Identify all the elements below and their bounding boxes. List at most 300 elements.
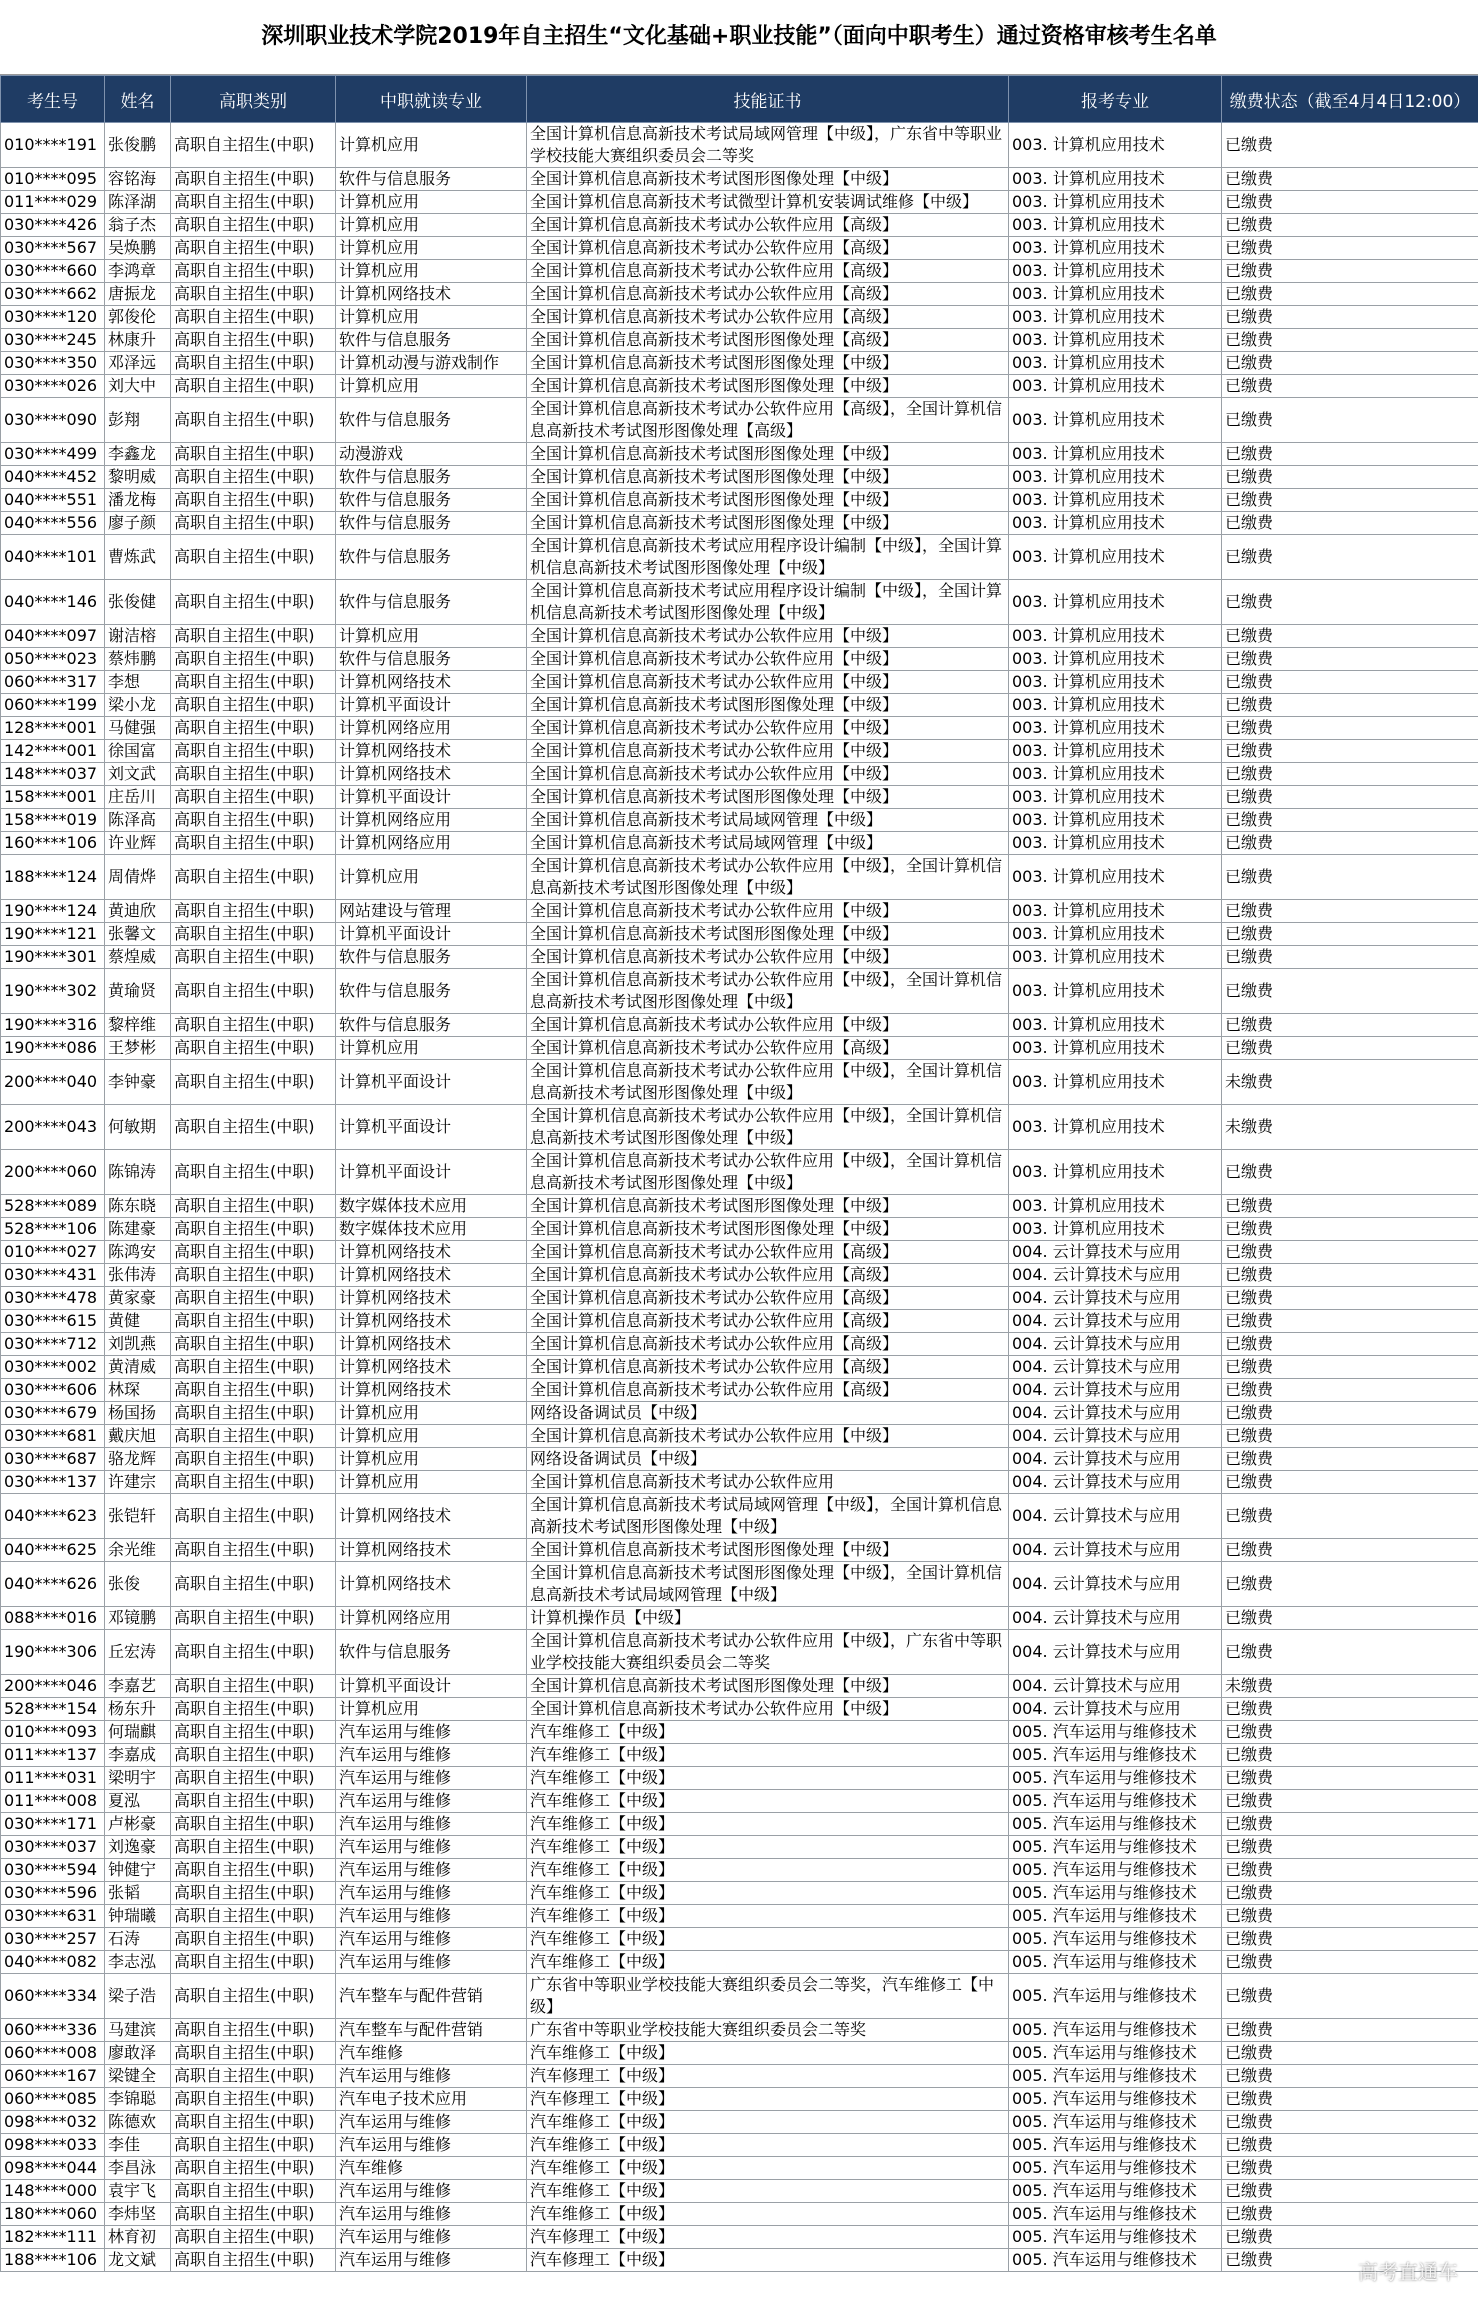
secondary-major-cell: 汽车整车与配件营销 bbox=[336, 2019, 527, 2042]
payment-status-cell: 已缴费 bbox=[1222, 2088, 1478, 2111]
exam-id-cell: 030****245 bbox=[1, 329, 105, 352]
name-cell: 张韬 bbox=[105, 1882, 171, 1905]
applied-major-cell: 005. 汽车运用与维修技术 bbox=[1009, 1813, 1222, 1836]
table-row bbox=[1, 1448, 1478, 1471]
exam-id-cell: 128****001 bbox=[1, 717, 105, 740]
exam-id-cell: 190****306 bbox=[1, 1630, 105, 1675]
table-row bbox=[1, 2203, 1478, 2226]
payment-status-cell: 已缴费 bbox=[1222, 625, 1478, 648]
exam-id-cell: 098****044 bbox=[1, 2157, 105, 2180]
applied-major-cell: 005. 汽车运用与维修技术 bbox=[1009, 2226, 1222, 2249]
exam-id-cell: 011****031 bbox=[1, 1767, 105, 1790]
category-cell: 高职自主招生(中职) bbox=[171, 671, 336, 694]
applied-major-cell: 003. 计算机应用技术 bbox=[1009, 832, 1222, 855]
secondary-major-cell: 汽车电子技术应用 bbox=[336, 2088, 527, 2111]
secondary-major-cell: 软件与信息服务 bbox=[336, 946, 527, 969]
certificate-cell: 汽车维修工【中级】 bbox=[527, 1790, 1009, 1813]
applied-major-cell: 005. 汽车运用与维修技术 bbox=[1009, 2134, 1222, 2157]
payment-status-cell: 已缴费 bbox=[1222, 1264, 1478, 1287]
secondary-major-cell: 计算机应用 bbox=[336, 1448, 527, 1471]
payment-status-cell: 未缴费 bbox=[1222, 1060, 1478, 1105]
category-cell: 高职自主招生(中职) bbox=[171, 900, 336, 923]
applied-major-cell: 004. 云计算技术与应用 bbox=[1009, 1425, 1222, 1448]
applied-major-cell: 005. 汽车运用与维修技术 bbox=[1009, 1790, 1222, 1813]
payment-status-cell: 已缴费 bbox=[1222, 2203, 1478, 2226]
secondary-major-cell: 汽车运用与维修 bbox=[336, 2249, 527, 2272]
exam-id-cell: 190****086 bbox=[1, 1037, 105, 1060]
category-cell: 高职自主招生(中职) bbox=[171, 512, 336, 535]
category-cell: 高职自主招生(中职) bbox=[171, 168, 336, 191]
secondary-major-cell: 汽车维修 bbox=[336, 2157, 527, 2180]
payment-status-cell: 已缴费 bbox=[1222, 489, 1478, 512]
payment-status-cell: 已缴费 bbox=[1222, 832, 1478, 855]
payment-status-cell: 已缴费 bbox=[1222, 855, 1478, 900]
name-cell: 郭俊伦 bbox=[105, 306, 171, 329]
category-cell: 高职自主招生(中职) bbox=[171, 1882, 336, 1905]
certificate-cell: 全国计算机信息高新技术考试办公软件应用【中级】 bbox=[527, 900, 1009, 923]
column-header-exam-id: 考生号 bbox=[1, 76, 105, 123]
candidate-table bbox=[0, 75, 1478, 2272]
certificate-cell: 网络设备调试员【中级】 bbox=[527, 1402, 1009, 1425]
payment-status-cell: 已缴费 bbox=[1222, 763, 1478, 786]
name-cell: 骆龙辉 bbox=[105, 1448, 171, 1471]
secondary-major-cell: 计算机网络技术 bbox=[336, 1287, 527, 1310]
category-cell: 高职自主招生(中职) bbox=[171, 625, 336, 648]
applied-major-cell: 004. 云计算技术与应用 bbox=[1009, 1287, 1222, 1310]
certificate-cell: 全国计算机信息高新技术考试办公软件应用【中级】，广东省中等职业学校技能大赛组织委员会二等奖 bbox=[527, 1630, 1009, 1675]
payment-status-cell: 已缴费 bbox=[1222, 1356, 1478, 1379]
applied-major-cell: 003. 计算机应用技术 bbox=[1009, 580, 1222, 625]
category-cell: 高职自主招生(中职) bbox=[171, 2249, 336, 2272]
secondary-major-cell: 计算机平面设计 bbox=[336, 1150, 527, 1195]
category-cell: 高职自主招生(中职) bbox=[171, 306, 336, 329]
table-row bbox=[1, 900, 1478, 923]
category-cell: 高职自主招生(中职) bbox=[171, 1195, 336, 1218]
name-cell: 钟瑞曦 bbox=[105, 1905, 171, 1928]
category-cell: 高职自主招生(中职) bbox=[171, 1037, 336, 1060]
certificate-cell: 汽车修理工【中级】 bbox=[527, 2226, 1009, 2249]
category-cell: 高职自主招生(中职) bbox=[171, 1836, 336, 1859]
category-cell: 高职自主招生(中职) bbox=[171, 466, 336, 489]
exam-id-cell: 030****606 bbox=[1, 1379, 105, 1402]
table-row bbox=[1, 2249, 1478, 2272]
secondary-major-cell: 软件与信息服务 bbox=[336, 969, 527, 1014]
exam-id-cell: 158****019 bbox=[1, 809, 105, 832]
secondary-major-cell: 汽车运用与维修 bbox=[336, 2180, 527, 2203]
name-cell: 余光维 bbox=[105, 1539, 171, 1562]
secondary-major-cell: 计算机平面设计 bbox=[336, 786, 527, 809]
exam-id-cell: 030****002 bbox=[1, 1356, 105, 1379]
applied-major-cell: 004. 云计算技术与应用 bbox=[1009, 1448, 1222, 1471]
table-row bbox=[1, 191, 1478, 214]
table-row bbox=[1, 2042, 1478, 2065]
secondary-major-cell: 计算机平面设计 bbox=[336, 923, 527, 946]
exam-id-cell: 030****431 bbox=[1, 1264, 105, 1287]
table-row bbox=[1, 717, 1478, 740]
name-cell: 王梦彬 bbox=[105, 1037, 171, 1060]
certificate-cell: 全国计算机信息高新技术考试办公软件应用【高级】 bbox=[527, 1241, 1009, 1264]
table-row bbox=[1, 1630, 1478, 1675]
secondary-major-cell: 计算机应用 bbox=[336, 306, 527, 329]
table-row bbox=[1, 1060, 1478, 1105]
name-cell: 李鸿章 bbox=[105, 260, 171, 283]
applied-major-cell: 005. 汽车运用与维修技术 bbox=[1009, 2180, 1222, 2203]
name-cell: 廖子颜 bbox=[105, 512, 171, 535]
certificate-cell: 全国计算机信息高新技术考试办公软件应用【高级】 bbox=[527, 1264, 1009, 1287]
table-row bbox=[1, 1195, 1478, 1218]
table-row bbox=[1, 1287, 1478, 1310]
category-cell: 高职自主招生(中职) bbox=[171, 1494, 336, 1539]
table-row bbox=[1, 260, 1478, 283]
name-cell: 刘文武 bbox=[105, 763, 171, 786]
certificate-cell: 汽车修理工【中级】 bbox=[527, 2065, 1009, 2088]
name-cell: 李想 bbox=[105, 671, 171, 694]
category-cell: 高职自主招生(中职) bbox=[171, 1425, 336, 1448]
exam-id-cell: 030****426 bbox=[1, 214, 105, 237]
table-row bbox=[1, 2019, 1478, 2042]
certificate-cell: 汽车维修工【中级】 bbox=[527, 2180, 1009, 2203]
name-cell: 黄瑜贤 bbox=[105, 969, 171, 1014]
payment-status-cell: 已缴费 bbox=[1222, 809, 1478, 832]
name-cell: 陈东晓 bbox=[105, 1195, 171, 1218]
certificate-cell: 广东省中等职业学校技能大赛组织委员会二等奖 bbox=[527, 2019, 1009, 2042]
category-cell: 高职自主招生(中职) bbox=[171, 1264, 336, 1287]
secondary-major-cell: 计算机应用 bbox=[336, 191, 527, 214]
exam-id-cell: 030****662 bbox=[1, 283, 105, 306]
applied-major-cell: 004. 云计算技术与应用 bbox=[1009, 1241, 1222, 1264]
exam-id-cell: 088****016 bbox=[1, 1607, 105, 1630]
applied-major-cell: 003. 计算机应用技术 bbox=[1009, 398, 1222, 443]
certificate-cell: 全国计算机信息高新技术考试图形图像处理【中级】 bbox=[527, 786, 1009, 809]
table-row bbox=[1, 1333, 1478, 1356]
applied-major-cell: 004. 云计算技术与应用 bbox=[1009, 1333, 1222, 1356]
name-cell: 陈鸿安 bbox=[105, 1241, 171, 1264]
secondary-major-cell: 软件与信息服务 bbox=[336, 398, 527, 443]
certificate-cell: 汽车修理工【中级】 bbox=[527, 2088, 1009, 2111]
column-header-name: 姓名 bbox=[105, 76, 171, 123]
name-cell: 许建宗 bbox=[105, 1471, 171, 1494]
table-row bbox=[1, 168, 1478, 191]
category-cell: 高职自主招生(中职) bbox=[171, 1951, 336, 1974]
payment-status-cell: 已缴费 bbox=[1222, 1813, 1478, 1836]
applied-major-cell: 005. 汽车运用与维修技术 bbox=[1009, 1859, 1222, 1882]
name-cell: 容铭海 bbox=[105, 168, 171, 191]
secondary-major-cell: 软件与信息服务 bbox=[336, 535, 527, 580]
secondary-major-cell: 汽车运用与维修 bbox=[336, 1836, 527, 1859]
table-row bbox=[1, 283, 1478, 306]
secondary-major-cell: 计算机网络技术 bbox=[336, 1333, 527, 1356]
table-row bbox=[1, 375, 1478, 398]
column-header-certificate: 技能证书 bbox=[527, 76, 1009, 123]
table-row bbox=[1, 2180, 1478, 2203]
name-cell: 林育初 bbox=[105, 2226, 171, 2249]
table-row bbox=[1, 1356, 1478, 1379]
table-row bbox=[1, 306, 1478, 329]
secondary-major-cell: 软件与信息服务 bbox=[336, 168, 527, 191]
applied-major-cell: 003. 计算机应用技术 bbox=[1009, 489, 1222, 512]
secondary-major-cell: 汽车运用与维修 bbox=[336, 1767, 527, 1790]
payment-status-cell: 已缴费 bbox=[1222, 1379, 1478, 1402]
name-cell: 李锦聪 bbox=[105, 2088, 171, 2111]
exam-id-cell: 040****626 bbox=[1, 1562, 105, 1607]
applied-major-cell: 003. 计算机应用技术 bbox=[1009, 214, 1222, 237]
certificate-cell: 全国计算机信息高新技术考试应用程序设计编制【中级】，全国计算机信息高新技术考试图形图像处理【中级】 bbox=[527, 580, 1009, 625]
table-row bbox=[1, 2111, 1478, 2134]
name-cell: 谢洁榕 bbox=[105, 625, 171, 648]
secondary-major-cell: 计算机应用 bbox=[336, 214, 527, 237]
name-cell: 林琛 bbox=[105, 1379, 171, 1402]
payment-status-cell: 已缴费 bbox=[1222, 1195, 1478, 1218]
applied-major-cell: 003. 计算机应用技术 bbox=[1009, 375, 1222, 398]
applied-major-cell: 004. 云计算技术与应用 bbox=[1009, 1264, 1222, 1287]
certificate-cell: 汽车维修工【中级】 bbox=[527, 2157, 1009, 2180]
payment-status-cell: 已缴费 bbox=[1222, 1721, 1478, 1744]
payment-status-cell: 已缴费 bbox=[1222, 1218, 1478, 1241]
payment-status-cell: 已缴费 bbox=[1222, 1333, 1478, 1356]
secondary-major-cell: 汽车运用与维修 bbox=[336, 1905, 527, 1928]
payment-status-cell: 已缴费 bbox=[1222, 466, 1478, 489]
applied-major-cell: 004. 云计算技术与应用 bbox=[1009, 1379, 1222, 1402]
table-row bbox=[1, 1310, 1478, 1333]
table-row bbox=[1, 1767, 1478, 1790]
certificate-cell: 汽车维修工【中级】 bbox=[527, 1836, 1009, 1859]
secondary-major-cell: 计算机应用 bbox=[336, 1402, 527, 1425]
name-cell: 廖敢泽 bbox=[105, 2042, 171, 2065]
table-row bbox=[1, 1675, 1478, 1698]
name-cell: 李昌泳 bbox=[105, 2157, 171, 2180]
secondary-major-cell: 计算机网络应用 bbox=[336, 717, 527, 740]
payment-status-cell: 已缴费 bbox=[1222, 1836, 1478, 1859]
name-cell: 梁小龙 bbox=[105, 694, 171, 717]
category-cell: 高职自主招生(中职) bbox=[171, 1974, 336, 2019]
applied-major-cell: 005. 汽车运用与维修技术 bbox=[1009, 1951, 1222, 1974]
payment-status-cell: 已缴费 bbox=[1222, 1767, 1478, 1790]
table-row bbox=[1, 625, 1478, 648]
table-row bbox=[1, 763, 1478, 786]
certificate-cell: 全国计算机信息高新技术考试办公软件应用【中级】 bbox=[527, 1014, 1009, 1037]
secondary-major-cell: 软件与信息服务 bbox=[336, 580, 527, 625]
secondary-major-cell: 软件与信息服务 bbox=[336, 329, 527, 352]
certificate-cell: 全国计算机信息高新技术考试办公软件应用【中级】 bbox=[527, 946, 1009, 969]
table-row bbox=[1, 923, 1478, 946]
name-cell: 马建滨 bbox=[105, 2019, 171, 2042]
secondary-major-cell: 计算机应用 bbox=[336, 1037, 527, 1060]
category-cell: 高职自主招生(中职) bbox=[171, 1813, 336, 1836]
certificate-cell: 全国计算机信息高新技术考试图形图像处理【中级】 bbox=[527, 489, 1009, 512]
exam-id-cell: 030****037 bbox=[1, 1836, 105, 1859]
category-cell: 高职自主招生(中职) bbox=[171, 809, 336, 832]
secondary-major-cell: 计算机网络技术 bbox=[336, 1379, 527, 1402]
certificate-cell: 汽车维修工【中级】 bbox=[527, 1767, 1009, 1790]
table-row bbox=[1, 809, 1478, 832]
name-cell: 黄家豪 bbox=[105, 1287, 171, 1310]
applied-major-cell: 003. 计算机应用技术 bbox=[1009, 1195, 1222, 1218]
payment-status-cell: 未缴费 bbox=[1222, 1105, 1478, 1150]
exam-id-cell: 060****167 bbox=[1, 2065, 105, 2088]
certificate-cell: 广东省中等职业学校技能大赛组织委员会二等奖，汽车维修工【中级】 bbox=[527, 1974, 1009, 2019]
category-cell: 高职自主招生(中职) bbox=[171, 1356, 336, 1379]
payment-status-cell: 已缴费 bbox=[1222, 1951, 1478, 1974]
table-row bbox=[1, 237, 1478, 260]
certificate-cell: 全国计算机信息高新技术考试办公软件应用【中级】 bbox=[527, 648, 1009, 671]
secondary-major-cell: 计算机网络技术 bbox=[336, 740, 527, 763]
payment-status-cell: 已缴费 bbox=[1222, 2226, 1478, 2249]
applied-major-cell: 003. 计算机应用技术 bbox=[1009, 671, 1222, 694]
secondary-major-cell: 计算机网络应用 bbox=[336, 1607, 527, 1630]
certificate-cell: 全国计算机信息高新技术考试图形图像处理【高级】 bbox=[527, 329, 1009, 352]
certificate-cell: 全国计算机信息高新技术考试图形图像处理【中级】 bbox=[527, 375, 1009, 398]
table-row bbox=[1, 398, 1478, 443]
secondary-major-cell: 动漫游戏 bbox=[336, 443, 527, 466]
exam-id-cell: 060****336 bbox=[1, 2019, 105, 2042]
certificate-cell: 全国计算机信息高新技术考试图形图像处理【中级】 bbox=[527, 1539, 1009, 1562]
certificate-cell: 全国计算机信息高新技术考试办公软件应用【中级】 bbox=[527, 1698, 1009, 1721]
applied-major-cell: 003. 计算机应用技术 bbox=[1009, 443, 1222, 466]
applied-major-cell: 003. 计算机应用技术 bbox=[1009, 237, 1222, 260]
table-row bbox=[1, 1859, 1478, 1882]
certificate-cell: 全国计算机信息高新技术考试办公软件应用【高级】 bbox=[527, 1379, 1009, 1402]
applied-major-cell: 003. 计算机应用技术 bbox=[1009, 809, 1222, 832]
payment-status-cell: 已缴费 bbox=[1222, 717, 1478, 740]
name-cell: 杨国扬 bbox=[105, 1402, 171, 1425]
exam-id-cell: 180****060 bbox=[1, 2203, 105, 2226]
table-row bbox=[1, 1264, 1478, 1287]
secondary-major-cell: 汽车运用与维修 bbox=[336, 2203, 527, 2226]
secondary-major-cell: 软件与信息服务 bbox=[336, 489, 527, 512]
name-cell: 李嘉艺 bbox=[105, 1675, 171, 1698]
applied-major-cell: 005. 汽车运用与维修技术 bbox=[1009, 2203, 1222, 2226]
applied-major-cell: 005. 汽车运用与维修技术 bbox=[1009, 1974, 1222, 2019]
payment-status-cell: 未缴费 bbox=[1222, 1675, 1478, 1698]
payment-status-cell: 已缴费 bbox=[1222, 375, 1478, 398]
exam-id-cell: 200****046 bbox=[1, 1675, 105, 1698]
table-row bbox=[1, 855, 1478, 900]
category-cell: 高职自主招生(中职) bbox=[171, 1218, 336, 1241]
category-cell: 高职自主招生(中职) bbox=[171, 123, 336, 168]
exam-id-cell: 060****317 bbox=[1, 671, 105, 694]
table-row bbox=[1, 352, 1478, 375]
secondary-major-cell: 汽车运用与维修 bbox=[336, 1859, 527, 1882]
category-cell: 高职自主招生(中职) bbox=[171, 1105, 336, 1150]
applied-major-cell: 003. 计算机应用技术 bbox=[1009, 466, 1222, 489]
table-row bbox=[1, 1494, 1478, 1539]
name-cell: 陈锦涛 bbox=[105, 1150, 171, 1195]
category-cell: 高职自主招生(中职) bbox=[171, 1014, 336, 1037]
secondary-major-cell: 计算机网络技术 bbox=[336, 1310, 527, 1333]
certificate-cell: 全国计算机信息高新技术考试办公软件应用【中级】 bbox=[527, 625, 1009, 648]
exam-id-cell: 030****594 bbox=[1, 1859, 105, 1882]
certificate-cell: 汽车维修工【中级】 bbox=[527, 1859, 1009, 1882]
applied-major-cell: 004. 云计算技术与应用 bbox=[1009, 1562, 1222, 1607]
exam-id-cell: 050****023 bbox=[1, 648, 105, 671]
name-cell: 钟健宁 bbox=[105, 1859, 171, 1882]
name-cell: 陈泽湖 bbox=[105, 191, 171, 214]
secondary-major-cell: 汽车运用与维修 bbox=[336, 1744, 527, 1767]
name-cell: 陈德欢 bbox=[105, 2111, 171, 2134]
table-row bbox=[1, 1241, 1478, 1264]
certificate-cell: 全国计算机信息高新技术考试办公软件应用【高级】 bbox=[527, 1310, 1009, 1333]
payment-status-cell: 已缴费 bbox=[1222, 900, 1478, 923]
table-row bbox=[1, 1105, 1478, 1150]
certificate-cell: 全国计算机信息高新技术考试办公软件应用【高级】 bbox=[527, 283, 1009, 306]
payment-status-cell: 已缴费 bbox=[1222, 2019, 1478, 2042]
category-cell: 高职自主招生(中职) bbox=[171, 580, 336, 625]
certificate-cell: 全国计算机信息高新技术考试局域网管理【中级】 bbox=[527, 809, 1009, 832]
category-cell: 高职自主招生(中职) bbox=[171, 443, 336, 466]
table-row bbox=[1, 214, 1478, 237]
payment-status-cell: 已缴费 bbox=[1222, 1974, 1478, 2019]
name-cell: 林康升 bbox=[105, 329, 171, 352]
applied-major-cell: 003. 计算机应用技术 bbox=[1009, 1218, 1222, 1241]
applied-major-cell: 003. 计算机应用技术 bbox=[1009, 1060, 1222, 1105]
exam-id-cell: 190****301 bbox=[1, 946, 105, 969]
certificate-cell: 全国计算机信息高新技术考试办公软件应用【中级】，全国计算机信息高新技术考试图形图像处理【中级】 bbox=[527, 1060, 1009, 1105]
payment-status-cell: 已缴费 bbox=[1222, 535, 1478, 580]
name-cell: 李炜坚 bbox=[105, 2203, 171, 2226]
exam-id-cell: 010****095 bbox=[1, 168, 105, 191]
table-row bbox=[1, 329, 1478, 352]
table-header-row bbox=[1, 76, 1478, 123]
payment-status-cell: 已缴费 bbox=[1222, 1014, 1478, 1037]
table-row bbox=[1, 1836, 1478, 1859]
secondary-major-cell: 计算机应用 bbox=[336, 855, 527, 900]
payment-status-cell: 已缴费 bbox=[1222, 1790, 1478, 1813]
exam-id-cell: 188****124 bbox=[1, 855, 105, 900]
category-cell: 高职自主招生(中职) bbox=[171, 2134, 336, 2157]
name-cell: 丘宏涛 bbox=[105, 1630, 171, 1675]
secondary-major-cell: 汽车运用与维修 bbox=[336, 1813, 527, 1836]
category-cell: 高职自主招生(中职) bbox=[171, 2226, 336, 2249]
payment-status-cell: 已缴费 bbox=[1222, 740, 1478, 763]
name-cell: 张馨文 bbox=[105, 923, 171, 946]
category-cell: 高职自主招生(中职) bbox=[171, 740, 336, 763]
secondary-major-cell: 计算机应用 bbox=[336, 237, 527, 260]
exam-id-cell: 010****027 bbox=[1, 1241, 105, 1264]
applied-major-cell: 003. 计算机应用技术 bbox=[1009, 1037, 1222, 1060]
exam-id-cell: 030****499 bbox=[1, 443, 105, 466]
applied-major-cell: 005. 汽车运用与维修技术 bbox=[1009, 2088, 1222, 2111]
secondary-major-cell: 汽车运用与维修 bbox=[336, 1790, 527, 1813]
table-row bbox=[1, 2088, 1478, 2111]
table-row bbox=[1, 1471, 1478, 1494]
name-cell: 袁宇飞 bbox=[105, 2180, 171, 2203]
payment-status-cell: 已缴费 bbox=[1222, 1630, 1478, 1675]
certificate-cell: 汽车维修工【中级】 bbox=[527, 1721, 1009, 1744]
name-cell: 刘凯燕 bbox=[105, 1333, 171, 1356]
applied-major-cell: 005. 汽车运用与维修技术 bbox=[1009, 2157, 1222, 2180]
table-row bbox=[1, 671, 1478, 694]
table-row bbox=[1, 1037, 1478, 1060]
applied-major-cell: 005. 汽车运用与维修技术 bbox=[1009, 2042, 1222, 2065]
payment-status-cell: 已缴费 bbox=[1222, 1287, 1478, 1310]
table-row bbox=[1, 1951, 1478, 1974]
exam-id-cell: 011****029 bbox=[1, 191, 105, 214]
exam-id-cell: 010****093 bbox=[1, 1721, 105, 1744]
name-cell: 张铠轩 bbox=[105, 1494, 171, 1539]
category-cell: 高职自主招生(中职) bbox=[171, 1471, 336, 1494]
certificate-cell: 全国计算机信息高新技术考试应用程序设计编制【中级】，全国计算机信息高新技术考试图形图像处理【中级】 bbox=[527, 535, 1009, 580]
secondary-major-cell: 汽车运用与维修 bbox=[336, 2226, 527, 2249]
exam-id-cell: 030****026 bbox=[1, 375, 105, 398]
table-row bbox=[1, 512, 1478, 535]
name-cell: 曹炼武 bbox=[105, 535, 171, 580]
payment-status-cell: 已缴费 bbox=[1222, 2111, 1478, 2134]
exam-id-cell: 030****567 bbox=[1, 237, 105, 260]
table-row bbox=[1, 832, 1478, 855]
table-row bbox=[1, 1698, 1478, 1721]
exam-id-cell: 030****090 bbox=[1, 398, 105, 443]
applied-major-cell: 003. 计算机应用技术 bbox=[1009, 969, 1222, 1014]
